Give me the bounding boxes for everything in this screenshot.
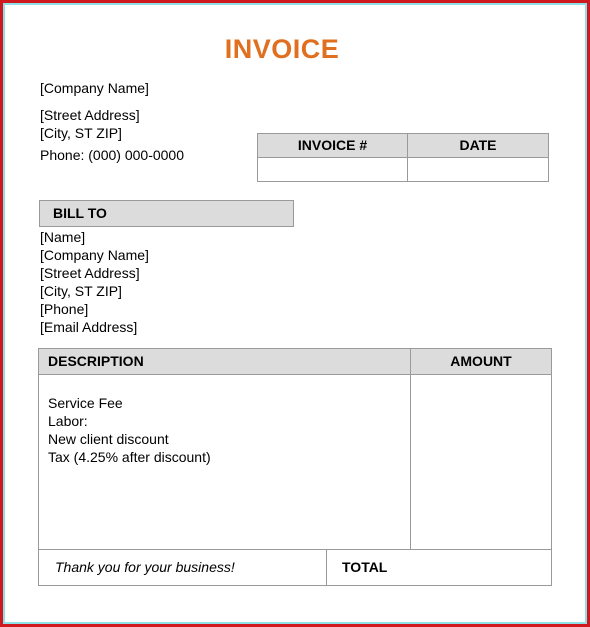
line-item: Service Fee	[48, 395, 123, 411]
bill-to-city: [City, ST ZIP]	[40, 283, 122, 299]
total-cell[interactable]	[326, 549, 552, 586]
company-street: [Street Address]	[40, 107, 140, 123]
date-header: DATE	[407, 133, 549, 158]
bill-to-phone: [Phone]	[40, 301, 89, 317]
bill-to-street: [Street Address]	[40, 265, 140, 281]
line-item: New client discount	[48, 431, 169, 447]
description-header: DESCRIPTION	[38, 348, 411, 375]
thank-you-note: Thank you for your business!	[38, 549, 327, 586]
company-name: [Company Name]	[40, 80, 149, 96]
invoice-number-header: INVOICE #	[257, 133, 408, 158]
date-cell[interactable]	[407, 157, 549, 182]
bill-to-name: [Name]	[40, 229, 86, 245]
company-phone: Phone: (000) 000-0000	[40, 147, 184, 163]
line-item: Tax (4.25% after discount)	[48, 449, 211, 465]
invoice-number-cell[interactable]	[257, 157, 408, 182]
amount-header: AMOUNT	[410, 348, 552, 375]
bill-to-header: BILL TO	[39, 200, 294, 227]
amount-cell[interactable]	[410, 374, 552, 550]
line-item: Labor:	[48, 413, 88, 429]
total-label: TOTAL	[342, 559, 388, 575]
company-city: [City, ST ZIP]	[40, 125, 122, 141]
bill-to-email: [Email Address]	[40, 319, 138, 335]
invoice-title: INVOICE	[224, 34, 340, 64]
bill-to-company: [Company Name]	[40, 247, 149, 263]
